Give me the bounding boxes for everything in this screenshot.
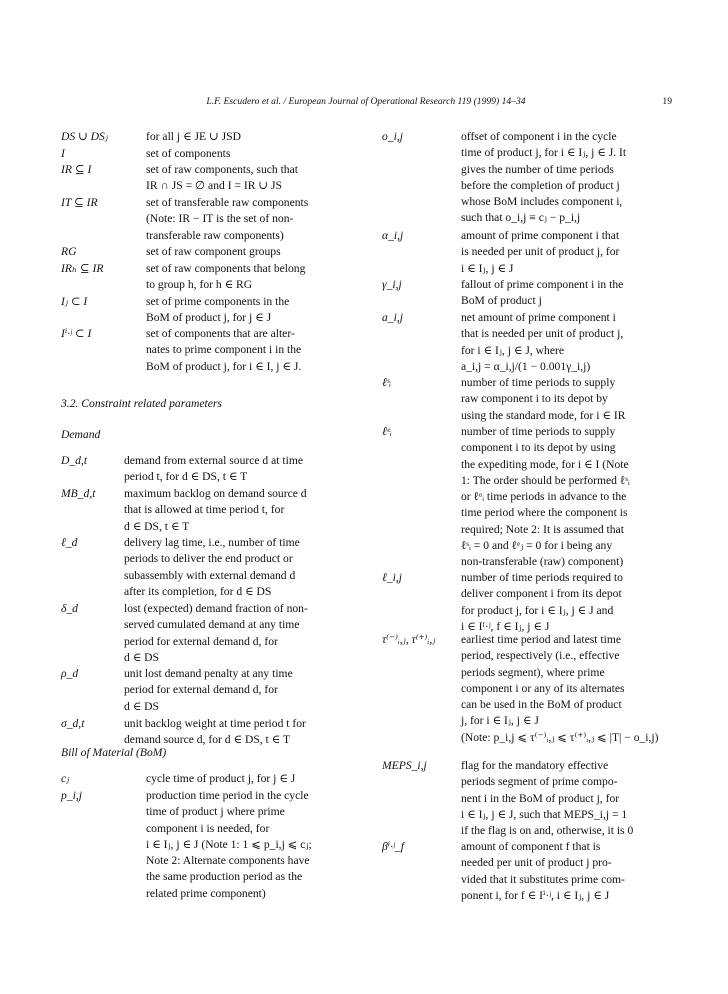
param-entry-symbol: τ⁽⁻⁾ᵢ,ⱼ, τ⁽⁺⁾ᵢ,ⱼ	[382, 633, 436, 646]
running-header	[60, 96, 672, 112]
param-entry-definition-line: for i ∈ Iⱼ, j ∈ J, where	[461, 343, 564, 357]
param-entry-definition-line: such that o_i,j ≡ cⱼ − p_i,j	[461, 211, 581, 225]
param-entry-definition-line: deliver component i from its depot	[461, 587, 622, 601]
demand-entry-definition	[124, 716, 354, 749]
bom-entry-symbol: cⱼ	[61, 772, 70, 785]
param-entry-definition-line: i ∈ Iⱼ, j ∈ J	[461, 261, 514, 275]
param-entry-definition-line: net amount of prime component i	[461, 311, 616, 324]
demand-entry-definition-line: delivery lag time, i.e., number of time	[124, 536, 300, 549]
set-entry-definition-line: set of transferable raw components	[146, 196, 309, 209]
param-entry-definition	[461, 632, 671, 746]
bom-entry-definition-line: the same production period as the	[146, 870, 303, 884]
set-entry-definition	[146, 261, 346, 294]
set-entry-symbol: I	[61, 147, 65, 160]
bom-entry-definition-line: time of product j where prime	[146, 805, 285, 819]
set-entry-definition-line: set of raw component groups	[146, 245, 281, 258]
subsection-title-bom: Bill of Material (BoM)	[61, 746, 167, 759]
param-entry-symbol: a_i,j	[382, 311, 403, 324]
demand-entry-symbol: ρ_d	[61, 667, 79, 680]
set-entry-definition-line: set of components that are alter-	[146, 327, 295, 340]
param-entry-definition-line: required; Note 2: It is assumed that	[461, 522, 624, 536]
set-entry-definition-line: set of raw components, such that	[146, 163, 298, 176]
param-entry-symbol: ℓˢᵢ	[382, 376, 392, 389]
set-entry-definition-line: BoM of product j, for i ∈ I, j ∈ J.	[146, 359, 302, 373]
param-entry-definition	[461, 839, 671, 904]
demand-entry-symbol: ℓ_d	[61, 536, 78, 549]
set-entry-symbol: IRₕ ⊆ IR	[61, 262, 104, 275]
demand-entry-definition-line: demand from external source d at time	[124, 454, 303, 467]
param-entry-definition-line: number of time periods to supply	[461, 425, 616, 438]
param-entry-definition	[461, 228, 671, 277]
param-entry-definition-line: if the flag is on and, otherwise, it is 0	[461, 824, 634, 838]
set-entry-symbol: DS ∪ DSⱼ	[61, 130, 108, 143]
set-entry-definition-line: set of raw components that belong	[146, 262, 306, 275]
set-entry-symbol: Iⁱ·ʲ ⊂ I	[61, 327, 92, 340]
param-entry-definition-line: number of time periods to supply	[461, 376, 616, 389]
param-entry-definition-line: amount of prime component i that	[461, 229, 620, 242]
param-entry-definition-line: (Note: p_i,j ⩽ τ⁽⁻⁾ᵢ,ⱼ ⩽ τ⁽⁺⁾ᵢ,ⱼ ⩽ |T| − o_i,j)	[461, 730, 659, 744]
demand-entry-definition-line: lost (expected) demand fraction of non-	[124, 602, 308, 615]
demand-entry-definition-line: unit lost demand penalty at any time	[124, 667, 293, 680]
param-entry-symbol: βⁱ·ʲ_f	[382, 840, 404, 853]
set-entry-definition	[146, 146, 346, 162]
running-title: L.F. Escudero et al. / European Journal of Operational Research 119 (1999) 14–34	[206, 96, 526, 107]
bom-entry-definition-line: cycle time of product j, for j ∈ J	[146, 772, 296, 785]
demand-entry-definition-line: that is allowed at time period t, for	[124, 503, 285, 517]
param-entry-definition-line: before the completion of product j	[461, 178, 620, 192]
bom-entry-definition-line: component i is needed, for	[146, 821, 270, 835]
param-entry-definition-line: offset of component i in the cycle	[461, 130, 617, 143]
set-entry-definition-line: IR ∩ JS = ∅ and I = IR ∪ JS	[146, 179, 282, 193]
param-entry-symbol: ℓ_i,j	[382, 571, 402, 584]
param-entry-definition-line: raw component i to its depot by	[461, 392, 608, 406]
param-entry-definition-line: nent i in the BoM of product j, for	[461, 791, 620, 805]
demand-entry-definition-line: period for external demand d, for	[124, 683, 278, 697]
demand-entry-symbol: MB_d,t	[61, 487, 96, 500]
set-entry-definition-line: set of components	[146, 147, 231, 160]
param-entry-definition-line: fallout of prime component i in the	[461, 278, 624, 291]
set-entry-definition-line: nates to prime component i in the	[146, 343, 302, 357]
param-entry-symbol: o_i,j	[382, 130, 403, 143]
param-entry-definition-line: earliest time period and latest time	[461, 633, 622, 646]
param-entry-definition-line: periods segment of prime compo-	[461, 775, 618, 789]
param-entry-definition-line: non-transferable (raw) component)	[461, 555, 624, 569]
demand-entry-symbol: D_d,t	[61, 454, 88, 467]
demand-entry-definition-line: served cumulated demand at any time	[124, 618, 300, 632]
demand-entry-definition	[124, 666, 354, 715]
bom-entry-definition-line: production time period in the cycle	[146, 789, 309, 802]
demand-entry-definition-line: d ∈ DS	[124, 699, 159, 713]
param-entry-definition-line: i ∈ Iⱼ, j ∈ J, such that MEPS_i,j = 1	[461, 807, 628, 821]
bom-entry-definition	[146, 788, 356, 902]
set-entry-definition-line: set of prime components in the	[146, 295, 290, 308]
param-entry-definition	[461, 758, 671, 839]
param-entry-symbol: α_i,j	[382, 229, 404, 242]
subsection-title-demand: Demand	[61, 428, 101, 441]
param-entry-definition-line: number of time periods required to	[461, 571, 623, 584]
param-entry-definition-line: BoM of product j	[461, 294, 542, 308]
set-entry-symbol: IT ⊆ IR	[61, 196, 98, 209]
set-entry-symbol: RG	[61, 245, 77, 258]
set-entry-symbol: IR ⊆ I	[61, 163, 92, 176]
param-entry-definition-line: amount of component f that is	[461, 840, 601, 853]
param-entry-definition-line: the expediting mode, for i ∈ I (Note	[461, 457, 629, 471]
set-entry-definition-line: transferable raw components)	[146, 228, 284, 242]
set-entry-definition	[146, 294, 346, 327]
set-entry-definition	[146, 162, 346, 195]
bom-entry-definition	[146, 771, 356, 787]
demand-entry-symbol: σ_d,t	[61, 717, 85, 730]
param-entry-definition-line: gives the number of time periods	[461, 162, 614, 176]
param-entry-definition	[461, 375, 671, 424]
page-number: 19	[662, 96, 672, 107]
param-entry-definition	[461, 424, 671, 571]
param-entry-definition	[461, 310, 671, 375]
set-entry-definition	[146, 129, 346, 145]
param-entry-definition-line: or ℓᵉᵢ time periods in advance to the	[461, 490, 627, 504]
param-entry-definition-line: is needed per unit of product j, for	[461, 245, 620, 259]
param-entry-definition-line: period, respectively (i.e., effective	[461, 649, 620, 663]
param-entry-definition-line: time period where the component is	[461, 506, 628, 520]
section-title: 3.2. Constraint related parameters	[61, 397, 222, 410]
param-entry-definition-line: for product j, for i ∈ Iⱼ, j ∈ J and	[461, 603, 614, 617]
demand-entry-definition-line: maximum backlog on demand source d	[124, 487, 307, 500]
demand-entry-definition	[124, 486, 354, 535]
demand-entry-symbol: δ_d	[61, 602, 78, 615]
demand-entry-definition	[124, 535, 354, 600]
param-entry-definition-line: a_i,j = α_i,j/(1 − 0.001γ_i,j)	[461, 359, 591, 373]
demand-entry-definition-line: unit backlog weight at time period t for	[124, 717, 306, 730]
set-entry-definition-line: for all j ∈ JE ∪ JSD	[146, 130, 241, 143]
set-entry-definition	[146, 326, 346, 375]
param-entry-definition-line: can be used in the BoM of product	[461, 698, 622, 712]
demand-entry-definition-line: d ∈ DS, t ∈ T	[124, 519, 190, 533]
demand-entry-definition-line: d ∈ DS	[124, 650, 159, 664]
set-entry-symbol: Iⱼ ⊂ I	[61, 295, 88, 308]
param-entry-definition-line: component i to its depot by using	[461, 441, 616, 455]
set-entry-definition-line: (Note: IR − IT is the set of non-	[146, 212, 294, 226]
demand-entry-definition-line: subassembly with external demand d	[124, 568, 296, 582]
set-entry-definition-line: to group h, for h ∈ RG	[146, 278, 253, 292]
param-entry-definition-line: using the standard mode, for i ∈ IR	[461, 408, 626, 422]
param-entry-definition-line: j, for i ∈ Iⱼ, j ∈ J	[461, 714, 539, 728]
param-entry-definition-line: 1: The order should be performed ℓˢᵢ	[461, 473, 630, 487]
demand-entry-definition-line: periods to deliver the end product or	[124, 552, 293, 566]
bom-entry-definition-line: i ∈ Iⱼ, j ∈ J (Note 1: 1 ⩽ p_i,j ⩽ cⱼ;	[146, 837, 312, 851]
demand-entry-definition-line: period for external demand d, for	[124, 634, 278, 648]
param-entry-definition-line: that is needed per unit of product j,	[461, 327, 624, 341]
param-entry-symbol: MEPS_i,j	[382, 759, 427, 772]
param-entry-definition-line: i ∈ Iᶠ·ʲ, f ∈ Iⱼ, j ∈ J	[461, 619, 550, 633]
param-entry-definition-line: component i or any of its alternates	[461, 681, 625, 695]
param-entry-definition	[461, 570, 671, 635]
demand-entry-definition	[124, 601, 354, 666]
param-entry-definition-line: time of product j, for i ∈ Iⱼ, j ∈ J. It	[461, 146, 627, 160]
param-entry-definition	[461, 129, 671, 227]
param-entry-definition-line: needed per unit of product j pro-	[461, 856, 612, 870]
param-entry-definition-line: flag for the mandatory effective	[461, 759, 609, 772]
param-entry-definition-line: whose BoM includes component i,	[461, 195, 623, 209]
demand-entry-definition-line: after its completion, for d ∈ DS	[124, 584, 272, 598]
param-entry-definition-line: vided that it substitutes prime com-	[461, 872, 625, 886]
demand-entry-definition-line: demand source d, for d ∈ DS, t ∈ T	[124, 733, 291, 747]
param-entry-definition-line: ponent i, for f ∈ Iⁱ·ʲ, i ∈ Iⱼ, j ∈ J	[461, 888, 610, 902]
bom-entry-definition-line: Note 2: Alternate components have	[146, 854, 310, 868]
param-entry-symbol: γ_i,j	[382, 278, 402, 291]
param-entry-definition-line: ℓˢᵢ = 0 and ℓᵉⱼ = 0 for i being any	[461, 539, 613, 553]
demand-entry-definition-line: period t, for d ∈ DS, t ∈ T	[124, 470, 248, 484]
demand-entry-definition	[124, 453, 354, 486]
param-entry-definition-line: periods segment), where prime	[461, 665, 605, 679]
param-entry-definition	[461, 277, 671, 310]
bom-entry-symbol: p_i,j	[61, 789, 82, 802]
set-entry-definition	[146, 244, 346, 260]
set-entry-definition	[146, 195, 346, 244]
set-entry-definition-line: BoM of product j, for j ∈ J	[146, 311, 272, 325]
param-entry-symbol: ℓᵉᵢ	[382, 425, 392, 438]
bom-entry-definition-line: related prime component)	[146, 886, 266, 900]
